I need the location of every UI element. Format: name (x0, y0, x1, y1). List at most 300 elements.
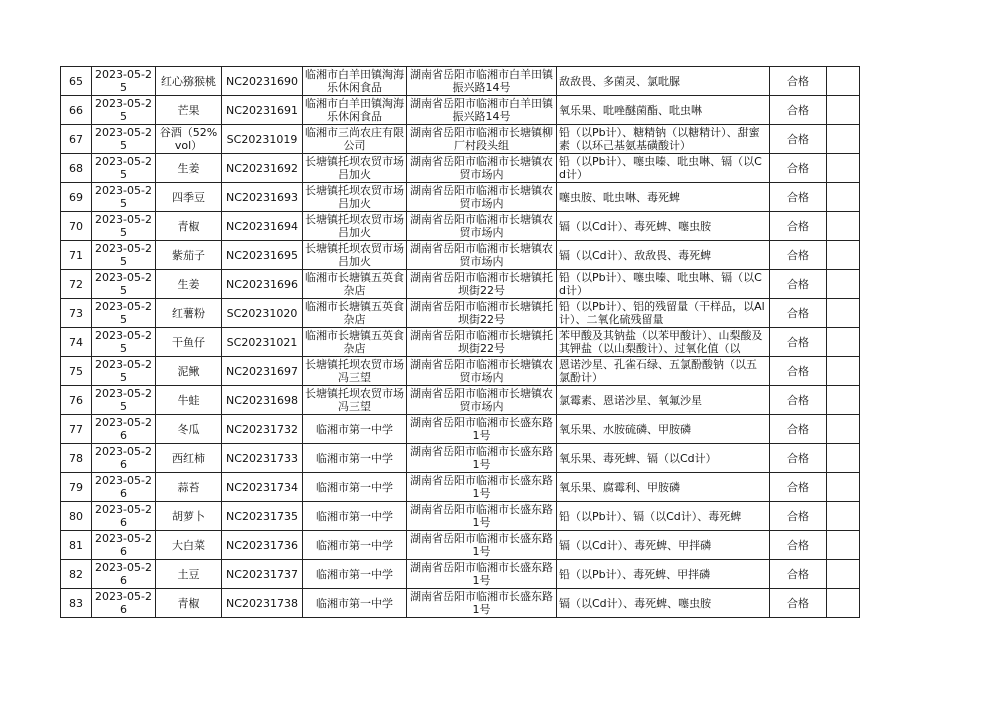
result-text: 合格 (787, 74, 809, 88)
row-number-cell (61, 212, 92, 241)
note-cell (827, 357, 860, 386)
unit-address-text: 湖南省岳阳市临湘市长塘镇农贸市场内 (410, 358, 553, 384)
unit-address-cell (407, 589, 557, 618)
inspection-items-cell (557, 67, 770, 96)
row-number-cell (61, 328, 92, 357)
sample-code-text: SC20231021 (226, 335, 298, 349)
sampling-date-text: 2023-05-25 (95, 68, 152, 94)
note-cell (827, 183, 860, 212)
unit-address-text: 湖南省岳阳市临湘市长盛东路1号 (410, 416, 553, 442)
inspection-items-cell (557, 444, 770, 473)
note-cell (827, 473, 860, 502)
sample-name-cell (156, 96, 222, 125)
sampling-date-text: 2023-05-25 (95, 126, 152, 152)
sampling-date-cell (92, 328, 156, 357)
row-number-cell (61, 415, 92, 444)
row-number-text: 73 (69, 306, 83, 320)
note-cell (827, 154, 860, 183)
inspection-items-text: 氧乐果、腐霉利、甲胺磷 (559, 480, 680, 494)
note-cell (827, 328, 860, 357)
row-number-cell (61, 96, 92, 125)
sampled-unit-cell (303, 473, 407, 502)
sample-code-text: NC20231696 (226, 277, 298, 291)
result-text: 合格 (787, 161, 809, 175)
inspection-items-text: 铅（以Pb计）、噻虫嗪、吡虫啉、镉（以Cd计） (559, 271, 762, 297)
unit-address-cell (407, 531, 557, 560)
sample-code-text: NC20231691 (226, 103, 298, 117)
result-text: 合格 (787, 132, 809, 146)
table-row (61, 560, 860, 589)
sampled-unit-cell (303, 299, 407, 328)
sample-code-cell (222, 589, 303, 618)
inspection-items-cell (557, 531, 770, 560)
unit-address-text: 湖南省岳阳市临湘市白羊田镇振兴路14号 (410, 68, 553, 94)
table-row (61, 299, 860, 328)
sampled-unit-text: 长塘镇托坝农贸市场吕加火 (305, 184, 404, 210)
sampling-date-cell (92, 444, 156, 473)
unit-address-text: 湖南省岳阳市临湘市长塘镇农贸市场内 (410, 387, 553, 413)
row-number-text: 74 (69, 335, 83, 349)
unit-address-text: 湖南省岳阳市临湘市长塘镇农贸市场内 (410, 155, 553, 181)
sample-code-text: NC20231697 (226, 364, 298, 378)
result-cell (770, 125, 827, 154)
sample-name-text: 牛蛙 (177, 393, 200, 407)
sampled-unit-text: 临湘市长塘镇五英食杂店 (305, 271, 404, 297)
sampling-date-cell (92, 183, 156, 212)
sampling-date-text: 2023-05-25 (95, 358, 152, 384)
sampling-date-cell (92, 67, 156, 96)
sampled-unit-text: 临湘市第一中学 (316, 422, 393, 436)
sampling-date-text: 2023-05-25 (95, 184, 152, 210)
sample-name-text: 冬瓜 (177, 422, 200, 436)
sample-name-text: 红心猕猴桃 (161, 74, 216, 88)
sample-code-text: NC20231736 (226, 538, 298, 552)
sampled-unit-text: 长塘镇托坝农贸市场冯三望 (305, 387, 404, 413)
sampled-unit-text: 临湘市第一中学 (316, 451, 393, 465)
result-cell (770, 67, 827, 96)
table-row (61, 241, 860, 270)
table-row (61, 444, 860, 473)
result-cell (770, 328, 827, 357)
row-number-text: 72 (69, 277, 83, 291)
unit-address-cell (407, 96, 557, 125)
note-cell (827, 67, 860, 96)
inspection-items-text: 氯霉素、恩诺沙星、氧氟沙星 (559, 393, 702, 407)
sample-name-text: 胡萝卜 (172, 509, 205, 523)
sampled-unit-text: 临湘市长塘镇五英食杂店 (305, 329, 404, 355)
sample-code-text: NC20231735 (226, 509, 298, 523)
sampled-unit-cell (303, 589, 407, 618)
sample-name-cell (156, 241, 222, 270)
sample-code-cell (222, 67, 303, 96)
unit-address-cell (407, 473, 557, 502)
sample-name-cell (156, 444, 222, 473)
sampling-date-cell (92, 299, 156, 328)
sampled-unit-text: 临湘市长塘镇五英食杂店 (305, 300, 404, 326)
row-number-cell (61, 531, 92, 560)
sampling-date-text: 2023-05-25 (95, 155, 152, 181)
row-number-cell (61, 589, 92, 618)
sample-name-cell (156, 560, 222, 589)
sample-name-text: 谷酒（52%vol） (159, 126, 218, 152)
row-number-text: 79 (69, 480, 83, 494)
sample-code-cell (222, 444, 303, 473)
sample-name-text: 生姜 (177, 161, 200, 175)
sample-name-text: 生姜 (177, 277, 200, 291)
sample-code-cell (222, 328, 303, 357)
sample-name-text: 紫茄子 (172, 248, 205, 262)
table-row (61, 531, 860, 560)
sampled-unit-cell (303, 212, 407, 241)
sampling-date-cell (92, 531, 156, 560)
sample-name-cell (156, 154, 222, 183)
row-number-cell (61, 560, 92, 589)
result-text: 合格 (787, 335, 809, 349)
sampling-date-cell (92, 241, 156, 270)
table-row (61, 96, 860, 125)
row-number-cell (61, 386, 92, 415)
unit-address-text: 湖南省岳阳市临湘市长盛东路1号 (410, 445, 553, 471)
row-number-cell (61, 299, 92, 328)
table-row (61, 125, 860, 154)
sampling-date-text: 2023-05-26 (95, 561, 152, 587)
result-cell (770, 386, 827, 415)
unit-address-cell (407, 502, 557, 531)
sample-name-cell (156, 531, 222, 560)
row-number-text: 77 (69, 422, 83, 436)
inspection-items-text: 铅（以Pb计）、镉（以Cd计）、毒死蜱 (559, 509, 742, 523)
result-text: 合格 (787, 277, 809, 291)
sampling-date-cell (92, 125, 156, 154)
sample-code-cell (222, 386, 303, 415)
unit-address-cell (407, 357, 557, 386)
sampled-unit-text: 长塘镇托坝农贸市场冯三望 (305, 358, 404, 384)
sample-code-text: SC20231020 (226, 306, 298, 320)
row-number-text: 66 (69, 103, 83, 117)
sample-name-text: 大白菜 (172, 538, 205, 552)
note-cell (827, 386, 860, 415)
unit-address-text: 湖南省岳阳市临湘市长塘镇托坝街22号 (410, 271, 553, 297)
unit-address-text: 湖南省岳阳市临湘市长塘镇托坝街22号 (410, 300, 553, 326)
inspection-items-text: 铅（以Pb计）、噻虫嗪、吡虫啉、镉（以Cd计） (559, 155, 762, 181)
unit-address-text: 湖南省岳阳市临湘市长塘镇农贸市场内 (410, 213, 553, 239)
sampled-unit-text: 临湘市白羊田镇淘海乐休闲食品 (305, 68, 404, 94)
result-cell (770, 560, 827, 589)
sampling-date-text: 2023-05-25 (95, 329, 152, 355)
note-cell (827, 531, 860, 560)
sampling-date-cell (92, 96, 156, 125)
inspection-items-cell (557, 154, 770, 183)
sample-name-text: 芒果 (177, 103, 200, 117)
inspection-items-cell (557, 357, 770, 386)
table-row (61, 357, 860, 386)
sampling-date-text: 2023-05-25 (95, 271, 152, 297)
result-text: 合格 (787, 306, 809, 320)
sampled-unit-text: 长塘镇托坝农贸市场吕加火 (305, 155, 404, 181)
sampling-date-text: 2023-05-25 (95, 242, 152, 268)
sampling-date-cell (92, 473, 156, 502)
sample-code-text: NC20231698 (226, 393, 298, 407)
note-cell (827, 589, 860, 618)
sampled-unit-text: 临湘市第一中学 (316, 567, 393, 581)
note-cell (827, 502, 860, 531)
result-cell (770, 154, 827, 183)
unit-address-cell (407, 328, 557, 357)
sampling-date-text: 2023-05-26 (95, 445, 152, 471)
result-cell (770, 531, 827, 560)
note-cell (827, 125, 860, 154)
sampled-unit-cell (303, 241, 407, 270)
result-cell (770, 502, 827, 531)
sample-name-cell (156, 299, 222, 328)
sample-code-text: NC20231692 (226, 161, 298, 175)
result-text: 合格 (787, 364, 809, 378)
unit-address-text: 湖南省岳阳市临湘市长塘镇柳厂村段头组 (410, 126, 553, 152)
inspection-items-cell (557, 328, 770, 357)
unit-address-cell (407, 444, 557, 473)
sample-code-cell (222, 125, 303, 154)
row-number-cell (61, 473, 92, 502)
sampled-unit-cell (303, 502, 407, 531)
inspection-items-text: 苯甲酸及其钠盐（以苯甲酸计）、山梨酸及其钾盐（以山梨酸计）、过氧化值（以 (559, 329, 763, 355)
result-text: 合格 (787, 248, 809, 262)
unit-address-cell (407, 270, 557, 299)
note-cell (827, 96, 860, 125)
unit-address-text: 湖南省岳阳市临湘市长塘镇农贸市场内 (410, 184, 553, 210)
inspection-items-text: 噻虫胺、吡虫啉、毒死蜱 (559, 190, 680, 204)
sample-code-cell (222, 96, 303, 125)
result-text: 合格 (787, 103, 809, 117)
inspection-items-cell (557, 386, 770, 415)
row-number-text: 65 (69, 74, 83, 88)
inspection-items-text: 镉（以Cd计）、毒死蜱、噻虫胺 (559, 596, 712, 610)
inspection-items-cell (557, 502, 770, 531)
row-number-text: 69 (69, 190, 83, 204)
note-cell (827, 415, 860, 444)
sampled-unit-text: 临湘市第一中学 (316, 596, 393, 610)
sample-name-cell (156, 67, 222, 96)
sampling-date-cell (92, 502, 156, 531)
sample-name-text: 蒜苔 (177, 480, 200, 494)
unit-address-text: 湖南省岳阳市临湘市白羊田镇振兴路14号 (410, 97, 553, 123)
inspection-items-text: 镉（以Cd计）、毒死蜱、甲拌磷 (559, 538, 712, 552)
note-cell (827, 270, 860, 299)
row-number-text: 78 (69, 451, 83, 465)
sample-name-cell (156, 328, 222, 357)
sample-code-cell (222, 154, 303, 183)
unit-address-text: 湖南省岳阳市临湘市长盛东路1号 (410, 561, 553, 587)
unit-address-text: 湖南省岳阳市临湘市长盛东路1号 (410, 590, 553, 616)
result-text: 合格 (787, 596, 809, 610)
inspection-items-text: 铅（以Pb计）、糖精钠（以糖精计）、甜蜜素（以环己基氨基磺酸计） (559, 126, 760, 152)
unit-address-cell (407, 560, 557, 589)
sample-name-text: 红薯粉 (172, 306, 205, 320)
unit-address-text: 湖南省岳阳市临湘市长塘镇农贸市场内 (410, 242, 553, 268)
row-number-text: 81 (69, 538, 83, 552)
sample-code-text: NC20231693 (226, 190, 298, 204)
inspection-items-cell (557, 125, 770, 154)
sampling-date-cell (92, 212, 156, 241)
result-text: 合格 (787, 393, 809, 407)
sampling-date-text: 2023-05-25 (95, 97, 152, 123)
sampling-date-text: 2023-05-26 (95, 532, 152, 558)
sample-code-cell (222, 241, 303, 270)
inspection-results-table (60, 66, 860, 618)
inspection-items-text: 氧乐果、吡唑醚菌酯、吡虫啉 (559, 103, 702, 117)
note-cell (827, 241, 860, 270)
sampled-unit-cell (303, 183, 407, 212)
sample-name-cell (156, 270, 222, 299)
sampled-unit-cell (303, 125, 407, 154)
table-row (61, 270, 860, 299)
result-cell (770, 299, 827, 328)
sampled-unit-text: 长塘镇托坝农贸市场吕加火 (305, 242, 404, 268)
sampled-unit-text: 临湘市白羊田镇淘海乐休闲食品 (305, 97, 404, 123)
inspection-items-cell (557, 560, 770, 589)
sample-code-cell (222, 531, 303, 560)
sample-name-text: 西红柿 (172, 451, 205, 465)
table-row (61, 183, 860, 212)
result-cell (770, 444, 827, 473)
sampling-date-cell (92, 560, 156, 589)
table-body (61, 67, 860, 618)
sampled-unit-cell (303, 531, 407, 560)
sample-code-cell (222, 473, 303, 502)
sample-name-text: 四季豆 (172, 190, 205, 204)
sample-name-cell (156, 125, 222, 154)
inspection-items-cell (557, 299, 770, 328)
unit-address-cell (407, 415, 557, 444)
result-cell (770, 96, 827, 125)
unit-address-cell (407, 67, 557, 96)
unit-address-cell (407, 386, 557, 415)
unit-address-cell (407, 299, 557, 328)
note-cell (827, 299, 860, 328)
sample-code-text: NC20231695 (226, 248, 298, 262)
sampling-date-cell (92, 154, 156, 183)
sample-code-cell (222, 270, 303, 299)
inspection-items-text: 镉（以Cd计）、敌敌畏、毒死蜱 (559, 248, 712, 262)
sampled-unit-text: 临湘市第一中学 (316, 480, 393, 494)
sampled-unit-cell (303, 415, 407, 444)
sampled-unit-cell (303, 154, 407, 183)
row-number-cell (61, 357, 92, 386)
inspection-items-text: 敌敌畏、多菌灵、氯吡脲 (559, 74, 680, 88)
sample-name-cell (156, 183, 222, 212)
sampling-date-text: 2023-05-25 (95, 387, 152, 413)
result-cell (770, 357, 827, 386)
inspection-items-cell (557, 473, 770, 502)
row-number-cell (61, 154, 92, 183)
row-number-cell (61, 444, 92, 473)
sampled-unit-cell (303, 444, 407, 473)
row-number-text: 67 (69, 132, 83, 146)
row-number-text: 82 (69, 567, 83, 581)
inspection-items-text: 恩诺沙星、孔雀石绿、五氯酚酸钠（以五氯酚计） (559, 358, 757, 384)
inspection-items-cell (557, 270, 770, 299)
row-number-text: 75 (69, 364, 83, 378)
result-text: 合格 (787, 538, 809, 552)
sample-name-text: 土豆 (177, 567, 200, 581)
sample-code-text: NC20231690 (226, 74, 298, 88)
sample-code-cell (222, 183, 303, 212)
row-number-cell (61, 241, 92, 270)
table-row (61, 328, 860, 357)
unit-address-text: 湖南省岳阳市临湘市长盛东路1号 (410, 503, 553, 529)
row-number-text: 76 (69, 393, 83, 407)
sample-code-text: NC20231738 (226, 596, 298, 610)
table-row (61, 67, 860, 96)
table-row (61, 502, 860, 531)
table-row (61, 415, 860, 444)
result-text: 合格 (787, 190, 809, 204)
inspection-results-sheet (60, 66, 860, 618)
inspection-items-cell (557, 183, 770, 212)
row-number-cell (61, 183, 92, 212)
inspection-items-cell (557, 415, 770, 444)
note-cell (827, 212, 860, 241)
sample-code-cell (222, 299, 303, 328)
inspection-items-cell (557, 589, 770, 618)
unit-address-cell (407, 212, 557, 241)
row-number-cell (61, 270, 92, 299)
sample-code-cell (222, 502, 303, 531)
sample-name-cell (156, 415, 222, 444)
inspection-items-cell (557, 96, 770, 125)
sample-code-text: NC20231733 (226, 451, 298, 465)
inspection-items-text: 铅（以Pb计）、铝的残留量（干样品，以Al计）、二氧化硫残留量 (559, 300, 765, 326)
row-number-cell (61, 67, 92, 96)
sample-name-text: 干鱼仔 (172, 335, 205, 349)
sample-code-text: NC20231737 (226, 567, 298, 581)
sample-name-cell (156, 212, 222, 241)
unit-address-text: 湖南省岳阳市临湘市长盛东路1号 (410, 474, 553, 500)
row-number-text: 68 (69, 161, 83, 175)
sampling-date-text: 2023-05-26 (95, 503, 152, 529)
sampling-date-text: 2023-05-26 (95, 590, 152, 616)
table-row (61, 589, 860, 618)
sampled-unit-cell (303, 560, 407, 589)
unit-address-cell (407, 154, 557, 183)
note-cell (827, 444, 860, 473)
sampled-unit-cell (303, 386, 407, 415)
sampled-unit-cell (303, 67, 407, 96)
result-text: 合格 (787, 509, 809, 523)
table-row (61, 473, 860, 502)
inspection-items-cell (557, 212, 770, 241)
sampled-unit-cell (303, 328, 407, 357)
sample-code-text: NC20231694 (226, 219, 298, 233)
sampled-unit-text: 临湘市三尚农庄有限公司 (305, 126, 404, 152)
sampling-date-text: 2023-05-25 (95, 213, 152, 239)
unit-address-cell (407, 183, 557, 212)
sampling-date-text: 2023-05-26 (95, 416, 152, 442)
sampling-date-cell (92, 357, 156, 386)
inspection-items-text: 氧乐果、毒死蜱、镉（以Cd计） (559, 451, 717, 465)
sample-name-cell (156, 502, 222, 531)
table-row (61, 212, 860, 241)
sample-name-cell (156, 589, 222, 618)
row-number-text: 71 (69, 248, 83, 262)
inspection-items-cell (557, 241, 770, 270)
table-row (61, 386, 860, 415)
sample-code-text: NC20231734 (226, 480, 298, 494)
sample-code-text: SC20231019 (226, 132, 298, 146)
inspection-items-text: 镉（以Cd计）、毒死蜱、噻虫胺 (559, 219, 712, 233)
result-text: 合格 (787, 451, 809, 465)
result-cell (770, 212, 827, 241)
sampling-date-text: 2023-05-25 (95, 300, 152, 326)
